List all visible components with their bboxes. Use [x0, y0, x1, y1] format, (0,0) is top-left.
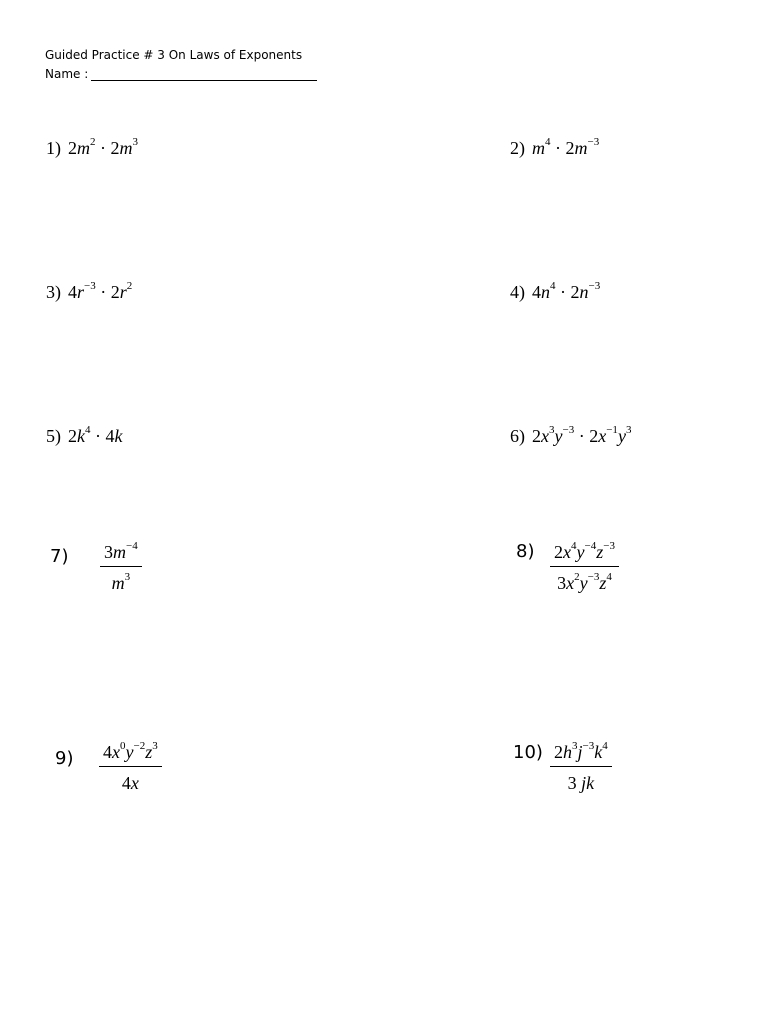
problem-10-fraction [550, 742, 612, 794]
worksheet-title: Guided Practice # 3 On Laws of Exponents [45, 48, 303, 62]
problem-number: 4) [510, 282, 525, 302]
problem-expression: $2k^4 \cdot 4k$ [68, 424, 123, 446]
name-field [45, 67, 317, 81]
problem-number: 2) [510, 138, 525, 158]
problem-1 [46, 138, 138, 159]
problem-4 [510, 282, 600, 303]
fraction-denominator: $m^3$ [111, 571, 131, 593]
problem-3 [46, 282, 132, 303]
problem-number: 6) [510, 426, 525, 446]
problem-expression: $2x^3y^{-3} \cdot 2x^{-1}y^3$ [532, 424, 632, 446]
problem-expression: $m^4 \cdot 2m^{-3}$ [532, 136, 600, 158]
fraction-denominator: 3 jk [567, 773, 595, 793]
problem-number: 5) [46, 426, 61, 446]
problem-expression: $4r^{-3} \cdot 2r^2$ [68, 280, 133, 302]
problem-7-fraction [100, 542, 142, 594]
problem-6 [510, 426, 631, 447]
problem-number: 1) [46, 138, 61, 158]
fraction-numerator: $3m^{-4}$ [104, 540, 138, 562]
problem-5 [46, 426, 123, 447]
problem-10-number: 10) [513, 742, 543, 763]
problem-9-number: 9) [55, 748, 74, 769]
name-label: Name : [45, 67, 89, 81]
problem-2 [510, 138, 599, 159]
fraction-numerator: $2x^4y^{-4}z^{-3}$ [554, 540, 615, 562]
problem-expression: $4n^4 \cdot 2n^{-3}$ [532, 280, 601, 302]
fraction-numerator: $4x^0y^{-2}z^3$ [103, 740, 158, 762]
name-blank-line [91, 68, 317, 81]
problem-7-number: 7) [50, 546, 69, 567]
problem-number: 3) [46, 282, 61, 302]
fraction-numerator: $2h^3j^{-3}k^4$ [554, 740, 608, 762]
problem-9-fraction [99, 742, 162, 794]
fraction-denominator: 4x [121, 773, 139, 793]
problem-expression: $2m^2 \cdot 2m^3$ [68, 136, 138, 158]
fraction-denominator: $3x^2y^{-3}z^4$ [557, 571, 612, 593]
problem-8-fraction [550, 542, 619, 594]
problem-8-number: 8) [516, 541, 535, 562]
